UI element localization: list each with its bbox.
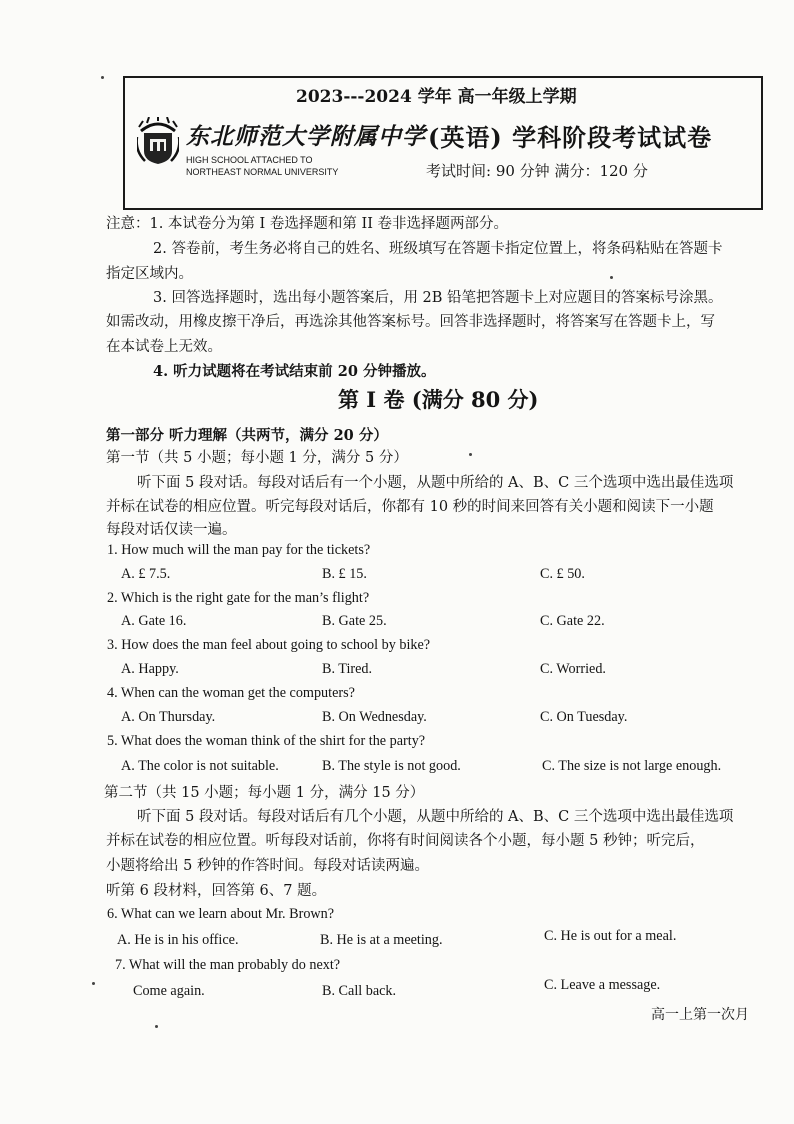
note-line-1: 注意：1. 本试卷分为第 I 卷选择题和第 II 卷非选择题两部分。 xyxy=(106,216,509,232)
question-2: 2. Which is the right gate for the man’s flight? xyxy=(107,590,370,606)
question-1-option-c: C. £ 50. xyxy=(540,566,585,582)
exam-info: 考试时间: 90 分钟 满分：120 分 xyxy=(426,162,648,180)
scan-speck xyxy=(610,276,613,279)
volume-title: 第 I 卷 (满分 80 分) xyxy=(338,387,539,412)
exam-title: (英语) 学科阶段考试试卷 xyxy=(428,123,713,152)
school-name-english xyxy=(186,154,338,178)
scan-speck xyxy=(155,1025,158,1028)
question-7-option-c: C. Leave a message. xyxy=(544,977,661,993)
scan-speck xyxy=(101,76,104,79)
page-footer: 高一上第一次月 xyxy=(651,1007,749,1023)
question-2-option-a: A. Gate 16. xyxy=(121,613,187,629)
section2-instruction-3: 小题将给出 5 秒钟的作答时间。每段对话读两遍。 xyxy=(106,858,429,874)
question-4: 4. When can the woman get the computers? xyxy=(107,685,355,701)
question-5-option-b: B. The style is not good. xyxy=(322,758,461,774)
scan-speck xyxy=(469,453,472,456)
section1-instruction-2: 并标在试卷的相应位置。听完每段对话后，你都有 10 秒的时间来回答有关小题和阅读下一小题 xyxy=(106,499,714,515)
exam-year-line: 2023---2024 学年 高一年级上学期 xyxy=(296,87,577,107)
note-line-4: 3. 回答选择题时，选出每小题答案后，用 2B 铅笔把答题卡上对应题目的答案标号涂黑。 xyxy=(153,290,723,306)
question-1: 1. How much will the man pay for the tickets? xyxy=(107,542,371,558)
school-logo xyxy=(137,117,179,165)
question-3: 3. How does the man feel about going to school by bike? xyxy=(107,637,431,653)
question-7: 7. What will the man probably do next? xyxy=(115,957,341,973)
question-7-option-a: Come again. xyxy=(133,983,205,999)
note-line-3: 指定区域内。 xyxy=(106,266,193,282)
question-5-option-c: C. The size is not large enough. xyxy=(542,758,722,774)
school-name-english-line1: HIGH SCHOOL ATTACHED TO xyxy=(186,155,313,165)
question-5-option-a: A. The color is not suitable. xyxy=(121,758,279,774)
section2-title: 第二节（共 15 小题；每小题 1 分，满分 15 分） xyxy=(104,785,425,801)
note-line-5: 如需改动，用橡皮擦干净后，再选涂其他答案标号。回答非选择题时，将答案写在答题卡上，写 xyxy=(106,314,715,330)
question-6: 6. What can we learn about Mr. Brown? xyxy=(107,906,335,922)
note-line-6: 在本试卷上无效。 xyxy=(106,339,222,355)
note-line-2: 2. 答卷前，考生务必将自己的姓名、班级填写在答题卡指定位置上，将条码粘贴在答题卡 xyxy=(153,241,723,257)
question-7-option-b: B. Call back. xyxy=(322,983,397,999)
question-6-option-c: C. He is out for a meal. xyxy=(544,928,677,944)
scan-speck xyxy=(92,982,95,985)
question-3-option-a: A. Happy. xyxy=(121,661,179,677)
school-name-chinese: 东北师范大学附属中学 xyxy=(186,123,426,150)
question-1-option-b: B. £ 15. xyxy=(322,566,367,582)
school-name-english-line2: NORTHEAST NORMAL UNIVERSITY xyxy=(186,167,339,177)
section1-title: 第一节（共 5 小题；每小题 1 分，满分 5 分） xyxy=(106,450,408,466)
section2-instruction-1: 听下面 5 段对话。每段对话后有几个小题，从题中所给的 A、B、C 三个选项中选出最佳选项 xyxy=(137,809,734,825)
question-5: 5. What does the woman think of the shirt for the party? xyxy=(107,733,426,749)
question-6-option-b: B. He is at a meeting. xyxy=(320,932,443,948)
question-4-option-b: B. On Wednesday. xyxy=(322,709,427,725)
question-2-option-c: C. Gate 22. xyxy=(540,613,605,629)
part1-title: 第一部分 听力理解（共两节，满分 20 分） xyxy=(106,427,388,444)
note-line-7: 4. 听力试题将在考试结束前 20 分钟播放。 xyxy=(153,363,436,380)
question-3-option-b: B. Tired. xyxy=(322,661,373,677)
section2-instruction-2: 并标在试卷的相应位置。听每段对话前，你将有时间阅读各个小题，每小题 5 秒钟；听完后， xyxy=(106,833,705,849)
question-1-option-a: A. £ 7.5. xyxy=(121,566,171,582)
question-3-option-c: C. Worried. xyxy=(540,661,606,677)
section1-instruction-1: 听下面 5 段对话。每段对话后有一个小题，从题中所给的 A、B、C 三个选项中选出最佳选项 xyxy=(137,475,734,491)
material-6-heading: 听第 6 段材料，回答第 6、7 题。 xyxy=(106,883,327,899)
section1-instruction-3: 每段对话仅读一遍。 xyxy=(106,522,237,538)
question-2-option-b: B. Gate 25. xyxy=(322,613,387,629)
question-6-option-a: A. He is in his office. xyxy=(117,932,239,948)
question-4-option-c: C. On Tuesday. xyxy=(540,709,628,725)
question-4-option-a: A. On Thursday. xyxy=(121,709,216,725)
